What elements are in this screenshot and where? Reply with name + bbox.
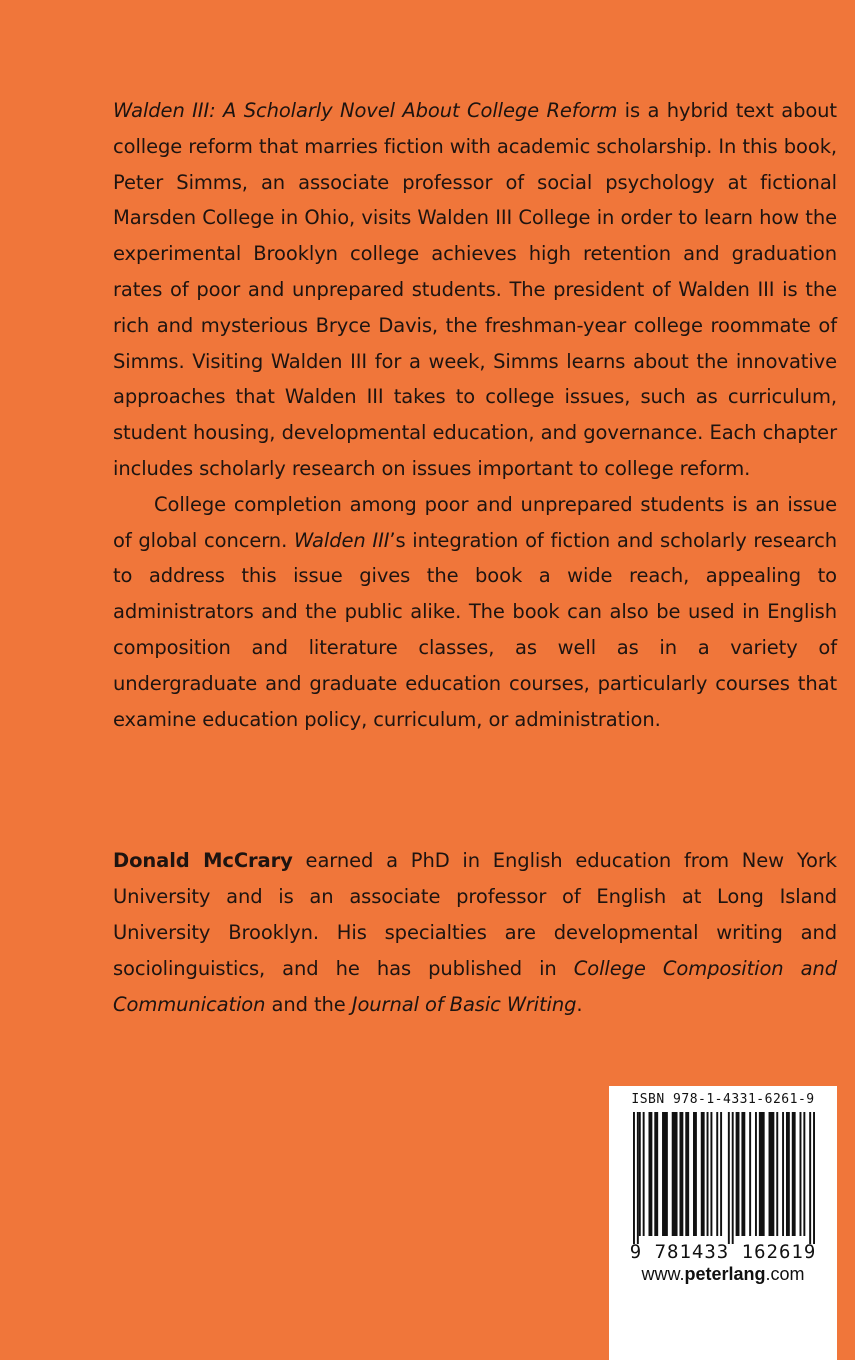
barcode-bar xyxy=(736,1112,740,1236)
barcode-bar xyxy=(769,1112,775,1236)
website-prefix: www. xyxy=(641,1264,685,1284)
barcode-bar xyxy=(720,1112,722,1236)
barcode-bar xyxy=(643,1112,645,1236)
description-paragraph-2 xyxy=(113,487,837,738)
barcode-bar xyxy=(693,1112,697,1236)
description-paragraph-1 xyxy=(113,93,837,487)
description-text-2a: College completion among poor and unprepared students is an issue of global concern. xyxy=(113,492,837,552)
book-title: Walden III: A Scholarly Novel About College Reform xyxy=(113,99,618,122)
barcode-bar xyxy=(716,1112,718,1236)
barcode-box xyxy=(609,1086,837,1360)
barcode-bar xyxy=(633,1112,635,1244)
website-suffix: .com xyxy=(765,1264,805,1284)
description-text-2b: ’s integration of fiction and scholarly research to address this issue gives the book a wide reach, appealing to administrators and the public alike. The book can also be used in English composition and literature classes, as well as in a variety of undergraduate and graduate education courses, particularly courses that examine education policy, curriculum, or administration. xyxy=(113,528,837,731)
barcode-bar xyxy=(782,1112,784,1236)
website-bold: peterlang xyxy=(684,1264,766,1284)
description-text-1: is a hybrid text about college reform that marries fiction with academic scholarship. In this book, Peter Simms, an associate professor of social psychology at fictional Marsden College in Ohio, visits Walden III College in order to learn how the experimental Brooklyn college achieves high retention and graduation rates of poor and unprepared students. The president of Walden III is the rich and mysterious Bryce Davis, the freshman-year college roommate of Simms. Visiting Walden III for a week, Simms learns about the innovative approaches that Walden III takes to college issues, such as curriculum, student housing, developmental education, and governance. Each chapter includes scholarly research on issues important to college reform. xyxy=(113,99,837,480)
barcode-bar xyxy=(741,1112,745,1236)
barcode-bar xyxy=(648,1112,652,1236)
barcode-bar xyxy=(759,1112,765,1236)
barcode-bar xyxy=(809,1112,811,1244)
barcode-bar xyxy=(685,1112,689,1236)
book-description xyxy=(113,93,837,737)
barcode-bar xyxy=(701,1112,705,1236)
barcode-bar xyxy=(813,1112,815,1244)
barcode-bar xyxy=(672,1112,678,1236)
journal-title-2: Journal of Basic Writing xyxy=(351,993,577,1016)
journal-title-1: College Composition and Communication xyxy=(113,957,837,1016)
ean-digits: 9 781433 162619 xyxy=(629,1241,817,1263)
author-bio-text-a: earned a PhD in English education from New York University and is an associate professor of English at Long Island University Brooklyn. His specialties are developmental writing and sociolinguistics, and he has published in xyxy=(113,849,837,980)
author-bio-text-b: and the xyxy=(265,993,352,1016)
publisher-website xyxy=(609,1264,837,1285)
barcode-bar xyxy=(710,1112,712,1236)
barcode-bar xyxy=(800,1112,802,1236)
barcode-bar xyxy=(755,1112,757,1236)
author-bio-text-c: . xyxy=(576,993,583,1016)
barcode-bar xyxy=(786,1112,790,1236)
barcode-bar xyxy=(776,1112,778,1236)
author-bio xyxy=(113,843,837,1023)
barcode-bar xyxy=(707,1112,709,1236)
barcode-bar xyxy=(654,1112,658,1236)
barcode-bar xyxy=(728,1112,730,1244)
barcode-bar xyxy=(749,1112,751,1236)
barcode-bar xyxy=(639,1112,641,1236)
barcode-bar xyxy=(792,1112,796,1236)
author-bio-paragraph xyxy=(113,843,837,1023)
barcode-bar xyxy=(679,1112,683,1236)
barcode-bar xyxy=(662,1112,668,1236)
barcode-bar xyxy=(803,1112,805,1236)
isbn-label: ISBN 978-1-4331-6261-9 xyxy=(631,1092,815,1107)
book-title-short: Walden III xyxy=(293,528,390,552)
barcode-icon xyxy=(631,1112,817,1244)
barcode-bar xyxy=(637,1112,639,1244)
author-name: Donald McCrary xyxy=(113,849,293,872)
barcode-bar xyxy=(732,1112,734,1244)
